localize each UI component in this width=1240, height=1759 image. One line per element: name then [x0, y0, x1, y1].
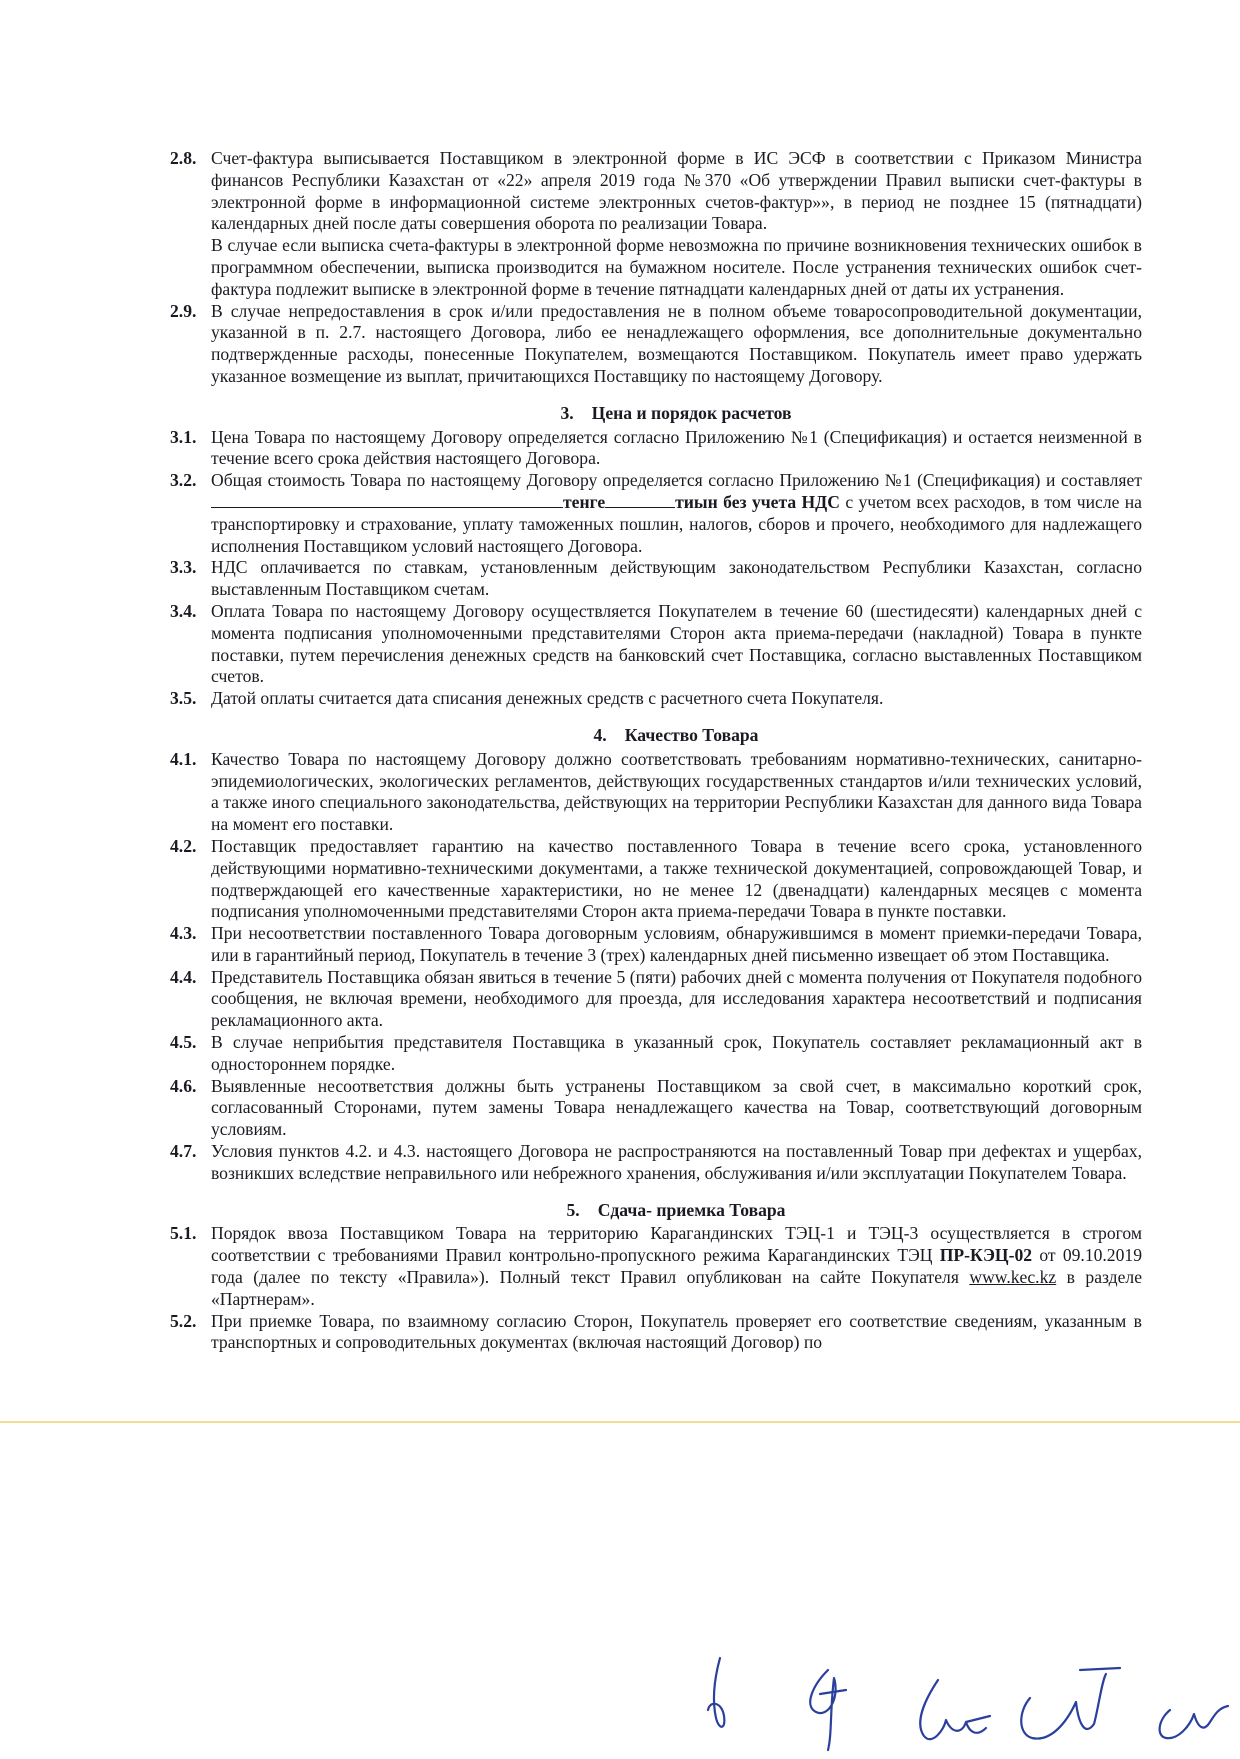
- clause-text-part: с учетом всех расходов, в том числе на транспортировку и страхование, уплату таможенных пошлин, налогов, сборов и прочего, необходимого для надлежащего исполнения Поставщиком условий настоящего Договора.: [211, 491, 1142, 556]
- clause-3-4: [170, 601, 1142, 688]
- section-title: Качество Товара: [624, 724, 759, 745]
- clause-2-8: [170, 148, 1142, 301]
- amount-blank: [211, 492, 563, 508]
- clause-text: Счет-фактура выписывается Поставщиком в электронной форме в ИС ЭСФ в соответствии с Приказом Министра финансов Республики Казахстан от «22» апреля 2019 года №370 «Об утверждении Правил выписки счет-фактуры в электронной форме в информационной системе электронных счетов-фактур»», в период не позднее 15 (пятнадцати) календарных дней после даты совершения оборота по реализации Товара.: [211, 148, 1142, 234]
- section-heading-4: [170, 725, 1142, 747]
- clause-text: Представитель Поставщика обязан явиться в течение 5 (пяти) рабочих дней с момента получения от Покупателя подобного сообщения, не включая времени, необходимого для проезда, для исследования характера несоответствий и подписания рекламационного акта.: [211, 966, 1142, 1031]
- signature-1: [708, 1658, 724, 1727]
- clause-4-6: [170, 1076, 1142, 1141]
- clause-number: 5.2.: [170, 1310, 197, 1331]
- clause-number: 5.1.: [170, 1223, 197, 1244]
- clause-text: Цена Товара по настоящему Договору определяется согласно Приложению №1 (Спецификация) и остается неизменной в течение всего срока действия настоящего Договора.: [211, 426, 1142, 469]
- signature-5: [1160, 1706, 1228, 1738]
- contract-body: [170, 148, 1142, 1354]
- clause-4-5: [170, 1032, 1142, 1076]
- clause-number: 3.3.: [170, 557, 197, 578]
- clause-text: НДС оплачивается по ставкам, установленным действующим законодательством Республики Казахстан, согласно выставленным Поставщиком счетам.: [211, 557, 1142, 600]
- clause-3-1: [170, 427, 1142, 471]
- vat-label: тиын без учета НДС: [675, 491, 840, 512]
- clause-4-7: [170, 1141, 1142, 1185]
- clause-3-3: [170, 557, 1142, 601]
- signatures-block: [700, 1650, 1240, 1754]
- currency-label: тенге: [563, 491, 606, 512]
- clause-text: Качество Товара по настоящему Договору должно соответствовать требованиям нормативно-технических, санитарно-эпидемиологических, экологических регламентов, действующих государственных стандартов и/или технических условий, а также иного специального законодательства, действующих на территории Республики Казахстан для данного вида Товара на момент его поставки.: [211, 748, 1142, 835]
- clause-text: При несоответствии поставленного Товара договорным условиям, обнаружившимся в момент приемки-передачи Товара, или в гарантийный период, Покупатель в течение 3 (трех) календарных дней письменно извещает об этом Поставщика.: [211, 923, 1142, 965]
- clause-text: [211, 470, 1142, 557]
- clause-number: 4.7.: [170, 1141, 197, 1162]
- clause-text: Поставщик предоставляет гарантию на качество поставленного Товара в течение всего срока, установленного действующими нормативно-техническими документами, а также технической документацией, сопровождающей Товар, и подтверждающей его качественные характеристики, но не менее 12 (двенадцати) календарных месяцев с момента подписания уполномоченными представителями Сторон акта приема-передачи Товара в пункте поставки.: [211, 835, 1142, 922]
- clause-number: 4.4.: [170, 966, 197, 987]
- clause-4-3: [170, 923, 1142, 967]
- clause-number: 3.4.: [170, 600, 197, 621]
- clause-5-1: [170, 1223, 1142, 1310]
- clause-text-part: от 09.10.2019 года (далее по тексту «Правила»). Полный текст Правил опубликован на сайте Покупателя: [211, 1245, 1142, 1288]
- clause-number: 4.1.: [170, 748, 197, 769]
- clause-number: 3.2.: [170, 470, 197, 491]
- section-heading-3: [170, 403, 1142, 425]
- clause-text-part: Порядок ввоза Поставщиком Товара на территорию Карагандинских ТЭЦ-1 и ТЭЦ-3 осуществляется в строгом соответствии с требованиями Правил контрольно-пропускного режима Карагандинских ТЭЦ: [211, 1223, 1142, 1266]
- clause-3-2: [170, 470, 1142, 557]
- clause-text: В случае непредоставления в срок и/или предоставления не в полном объеме товаросопроводительной документации, указанной в п. 2.7. настоящего Договора, либо ее ненадлежащего оформления, все дополнительные документально подтвержденные расходы, понесенные Покупателем, возмещаются Поставщиком. Покупатель имеет право удержать указанное возмещение из выплат, причитающихся Поставщику по настоящему Договору.: [211, 300, 1142, 386]
- tiyn-blank: [605, 492, 675, 508]
- clause-4-2: [170, 836, 1142, 923]
- clause-text-part: Общая стоимость Товара по настоящему Договору определяется согласно Приложению №1 (Спецификация) и составляет: [211, 470, 1142, 491]
- clause-text: [211, 1223, 1142, 1310]
- section-title: Цена и порядок расчетов: [591, 402, 792, 423]
- clause-number: 4.6.: [170, 1075, 197, 1096]
- website-link[interactable]: www.kec.kz: [969, 1267, 1057, 1288]
- clause-number: 4.3.: [170, 923, 197, 944]
- clause-text: Датой оплаты считается дата списания денежных средств с расчетного счета Покупателя.: [211, 688, 884, 709]
- clause-number: 3.5.: [170, 688, 197, 709]
- section-number: 5.: [566, 1199, 580, 1220]
- clause-5-2: [170, 1311, 1142, 1355]
- clause-2-9: [170, 301, 1142, 388]
- clause-3-5: [170, 688, 1142, 710]
- clause-number: 3.1.: [170, 426, 197, 447]
- clause-text: Условия пунктов 4.2. и 4.3. настоящего Договора не распространяются на поставленный Товар при дефектах и ущербах, возникших вследствие неправильного или небрежного хранения, обслуживания и/или эксплуатации Покупателем Товара.: [211, 1141, 1142, 1183]
- clause-number: 4.2.: [170, 835, 197, 856]
- signature-2: [810, 1670, 846, 1750]
- clause-text: Оплата Товара по настоящему Договору осуществляется Покупателем в течение 60 (шестидесяти) календарных дней с момента подписания уполномоченными представителями Сторон акта приема-передачи (накладной) Товара в пункте поставки, путем перечисления денежных средств на банковский счет Поставщика, согласно выставленных Поставщиком счетов.: [211, 600, 1142, 687]
- section-number: 4.: [593, 724, 607, 745]
- clause-number: 2.8.: [170, 148, 197, 168]
- section-number: 3.: [560, 402, 574, 423]
- clause-text-part: в разделе «Партнерам».: [211, 1267, 1143, 1309]
- section-title: Сдача- приемка Товара: [597, 1199, 786, 1220]
- clause-text: В случае если выписка счета-фактуры в электронной форме невозможна по причине возникновения технических ошибок в программном обеспечении, выписка производится на бумажном носителе. После устранения технических ошибок счет-фактура подлежит выписке в электронной форме в течение пятнадцати календарных дней от даты их устранения.: [211, 235, 1142, 299]
- clause-4-4: [170, 967, 1142, 1032]
- clause-text: При приемке Товара, по взаимному согласию Сторон, Покупатель проверяет его соответствие сведениям, указанным в транспортных и сопроводительных документах (включая настоящий Договор) по: [211, 1310, 1142, 1353]
- clause-number: 4.5.: [170, 1032, 197, 1053]
- rules-code: ПР-КЭЦ-02: [939, 1245, 1033, 1266]
- signature-3: [920, 1680, 990, 1739]
- handwritten-signatures: [700, 1650, 1240, 1754]
- signature-4: [1021, 1668, 1120, 1739]
- highlight-line: [0, 1421, 1240, 1423]
- clause-number: 2.9.: [170, 300, 197, 321]
- clause-4-1: [170, 749, 1142, 836]
- section-heading-5: [170, 1200, 1142, 1222]
- clause-text: Выявленные несоответствия должны быть устранены Поставщиком за свой счет, в максимально короткий срок, согласованный Сторонами, путем замены Товара ненадлежащего качества на Товар, соответствующий договорным условиям.: [211, 1075, 1142, 1140]
- clause-text: В случае неприбытия представителя Поставщика в указанный срок, Покупатель составляет рекламационный акт в одностороннем порядке.: [211, 1032, 1142, 1074]
